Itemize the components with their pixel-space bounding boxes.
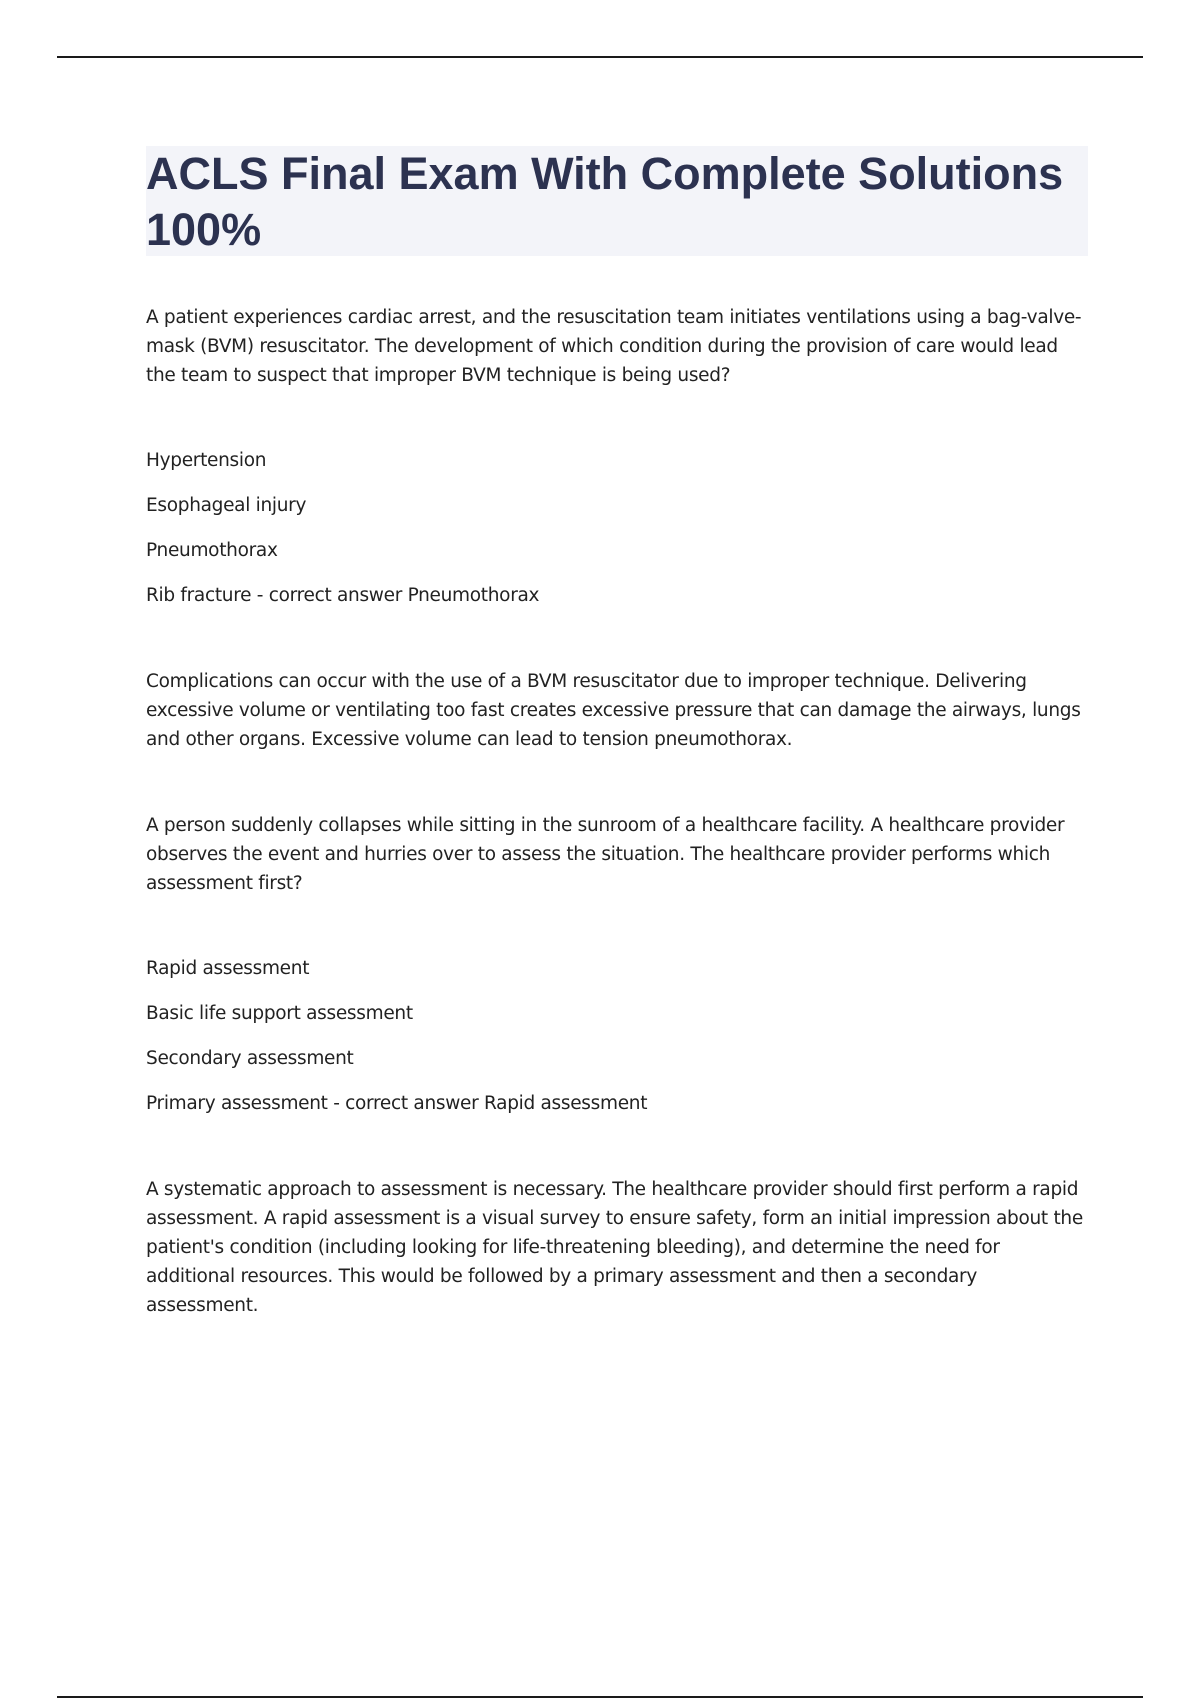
question-2-option: Basic life support assessment	[146, 1003, 413, 1024]
question-1-option: Hypertension	[146, 450, 267, 471]
question-2-option-answer: Primary assessment - correct answer Rapid assessment	[146, 1093, 648, 1114]
question-2-option: Secondary assessment	[146, 1048, 354, 1069]
question-1-text: A patient experiences cardiac arrest, and the resuscitation team initiates ventilations using a bag-valve-mask (BVM) resuscitator. The development of which condition during the provision of care would lead the team to suspect that improper BVM technique is being used?	[146, 307, 1082, 386]
question-1-option-answer: Rib fracture - correct answer Pneumothorax	[146, 585, 540, 606]
question-1-options	[146, 446, 1088, 610]
question-1-option: Esophageal injury	[146, 495, 307, 516]
question-2-text: A person suddenly collapses while sitting in the sunroom of a healthcare facility. A healthcare provider observes the event and hurries over to assess the situation. The healthcare provider performs which assessment first?	[146, 815, 1065, 894]
title-banner	[146, 146, 1088, 256]
top-rule	[57, 56, 1143, 58]
document-body	[146, 146, 1088, 1320]
question-2-explanation: A systematic approach to assessment is necessary. The healthcare provider should first perform a rapid assessment. A rapid assessment is a visual survey to ensure safety, form an initial impression about the patient's condition (including looking for life-threatening bleeding), and determine the need for additional resources. This would be followed by a primary assessment and then a secondary assessment.	[146, 1179, 1083, 1316]
question-2-options	[146, 954, 1088, 1118]
bottom-rule	[57, 1696, 1143, 1698]
document-title: ACLS Final Exam With Complete Solutions 100%	[146, 148, 1064, 255]
question-1-option: Pneumothorax	[146, 540, 278, 561]
question-2-option: Rapid assessment	[146, 958, 310, 979]
question-1-explanation: Complications can occur with the use of a BVM resuscitator due to improper technique. Delivering excessive volume or ventilating too fast creates excessive pressure that can damage the airways, lungs and other organs. Excessive volume can lead to tension pneumothorax.	[146, 671, 1081, 750]
